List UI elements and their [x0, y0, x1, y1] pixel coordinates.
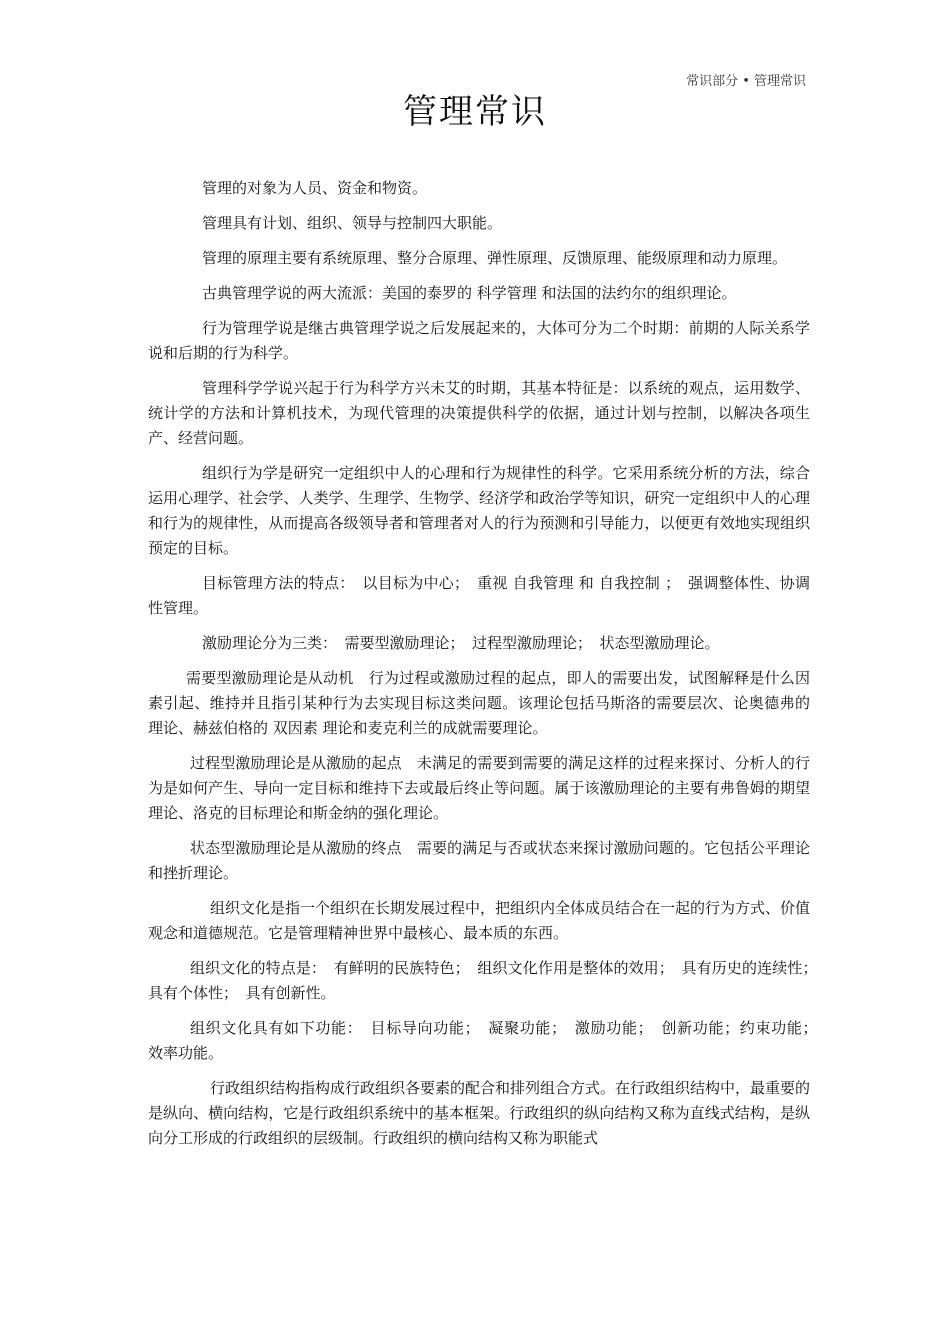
page-title: 管理常识	[403, 92, 547, 132]
paragraph: 管理科学学说兴起于行为科学方兴未艾的时期，其基本特征是：以系统的观点，运用数学、统计学的方法和计算机技术，为现代管理的决策提供科学的依据，通过计划与控制，以解决各项生产、经营问题。	[148, 379, 810, 447]
paragraph: 过程型激励理论是从激励的起点 未满足的需要到需要的满足这样的过程来探讨、分析人的行为是如何产生、导向一定目标和维持下去或最后终止等问题。属于该激励理论的主要有弗鲁姆的期望理论、洛克的目标理论和斯金纳的强化理论。	[148, 754, 810, 822]
paragraph: 古典管理学说的两大流派：美国的泰罗的 科学管理 和法国的法约尔的组织理论。	[202, 284, 737, 302]
paragraph: 管理的原理主要有系统原理、整分合原理、弹性原理、反馈原理、能级原理和动力原理。	[202, 249, 788, 267]
paragraph: 组织文化是指一个组织在长期发展过程中，把组织内全体成员结合在一起的行为方式、价值观念和道德规范。它是管理精神世界中最核心、最本质的东西。	[148, 899, 811, 942]
paragraph: 行为管理学说是继古典管理学说之后发展起来的，大体可分为二个时期：前期的人际关系学说和后期的行为科学。	[148, 319, 810, 362]
paragraph: 管理的对象为人员、资金和物资。	[202, 179, 428, 197]
paragraph: 需要型激励理论是从动机 行为过程或激励过程的起点，即人的需要出发，试图解释是什么因素引起、维持并且指引某种行为去实现目标这类问题。该理论包括马斯洛的需要层次、论奥德弗的 理论、赫兹伯格的 双因素 理论和麦克利兰的成就需要理论。	[148, 669, 826, 737]
paragraph: 组织文化具有如下功能： 目标导向功能； 凝聚功能； 激励功能； 创新功能；约束功能； 效率功能。	[148, 1019, 826, 1062]
paragraph: 管理具有计划、组织、领导与控制四大职能。	[202, 214, 503, 232]
body-text	[148, 176, 826, 1161]
paragraph: 状态型激励理论是从激励的终点 需要的满足与否或状态来探讨激励问题的。它包括公平理论和挫折理论。	[148, 839, 810, 882]
running-head: 常识部分 • 管理常识	[686, 74, 806, 89]
paragraph: 组织行为学是研究一定组织中人的心理和行为规律性的科学。它采用系统分析的方法，综合运用心理学、社会学、人类学、生理学、生物学、经济学和政治学等知识，研究一定组织中人的心理和行为的规律性，从而提高各级领导者和管理者对人的行为预测和引导能力，以便更有效地实现组织预定的目标。	[148, 464, 810, 557]
paragraph: 组织文化的特点是： 有鲜明的民族特色； 组织文化作用是整体的效用； 具有历史的连续性； 具有个体性； 具有创新性。	[148, 959, 826, 1002]
paragraph: 激励理论分为三类： 需要型激励理论； 过程型激励理论； 状态型激励理论。	[202, 634, 720, 652]
paragraph: 目标管理方法的特点： 以目标为中心； 重视 自我管理 和 自我控制 ； 强调整体性、协调性管理。	[148, 574, 810, 617]
paragraph: 行政组织结构指构成行政组织各要素的配合和排列组合方式。在行政组织结构中，最重要的是纵向、横向结构，它是行政组织系统中的基本框架。行政组织的纵向结构又称为直线式结构，是纵向分工形成的行政组织的层级制。行政组织的横向结构又称为职能式	[148, 1079, 811, 1147]
